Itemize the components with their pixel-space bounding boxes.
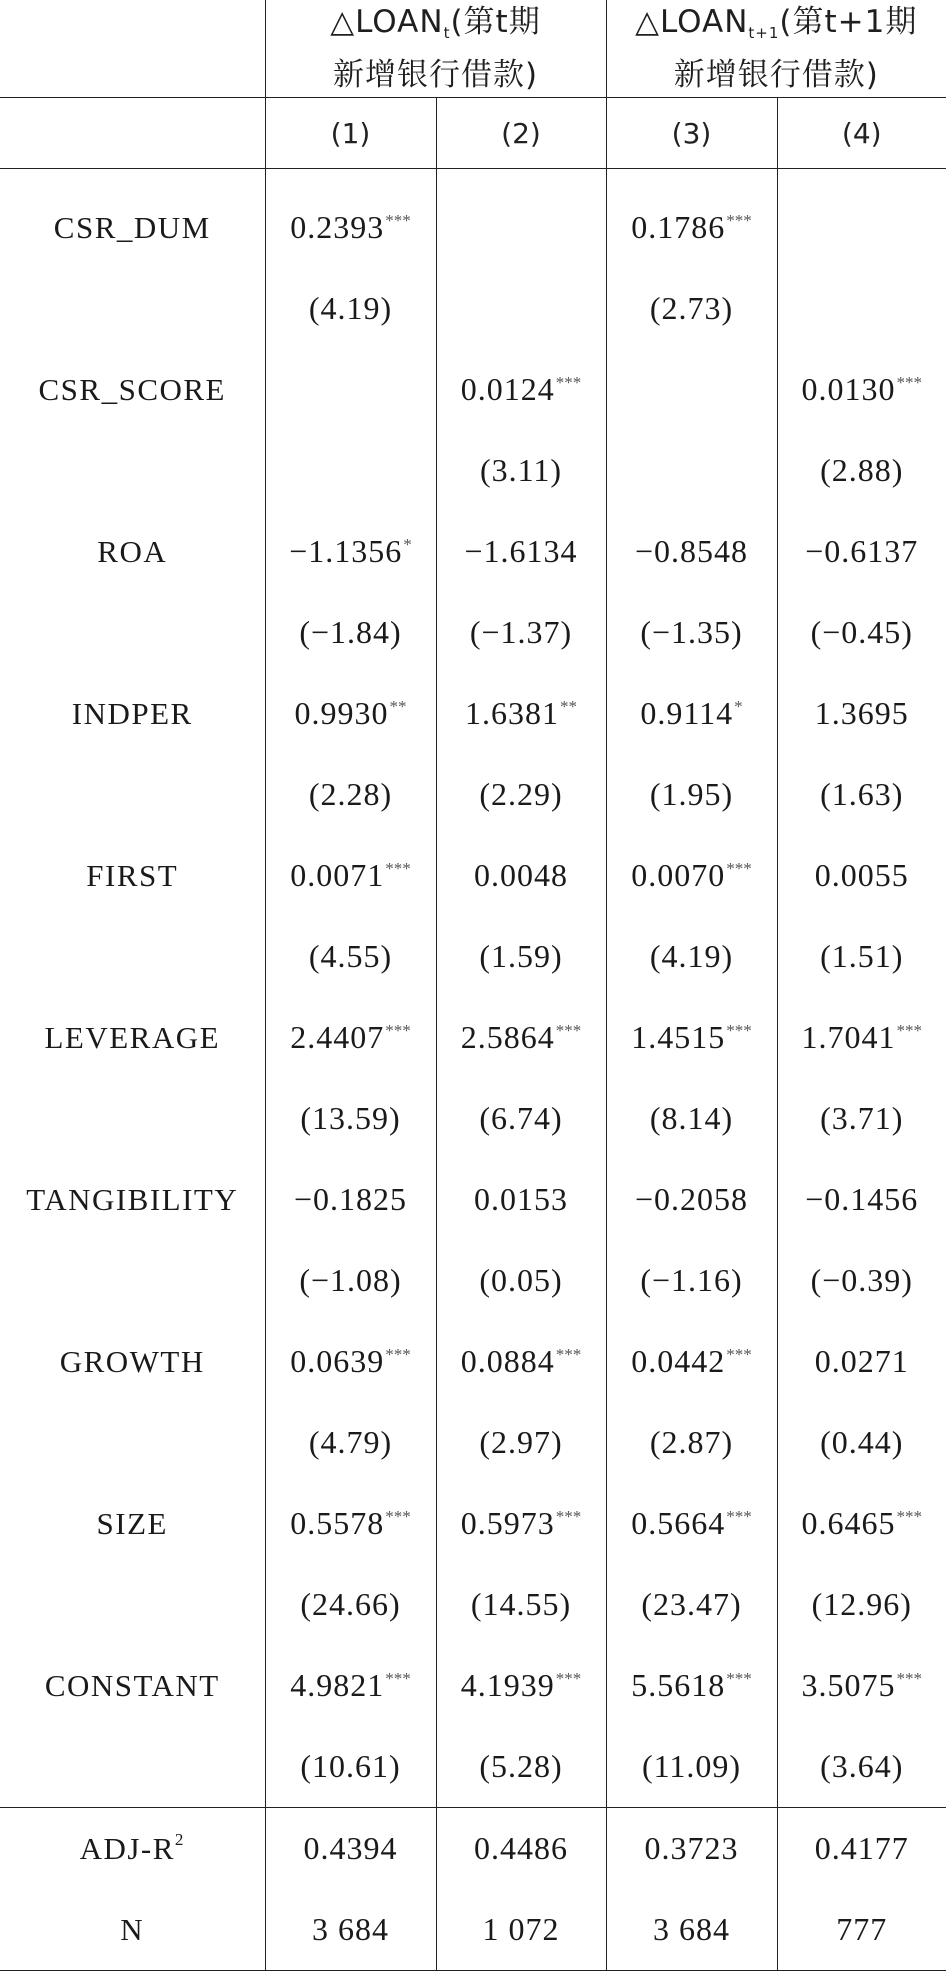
coefficient-value: 5.5618 <box>631 1667 726 1703</box>
variable-name: FIRST <box>86 857 179 893</box>
group2-prefix: △LOAN <box>635 4 749 40</box>
coefficient-value: 0.0153 <box>474 1181 568 1217</box>
coefficient-value: 0.1786 <box>631 209 726 245</box>
group1-line2: 新增银行借款) <box>332 57 539 93</box>
significance-stars: *** <box>726 1021 752 1040</box>
t-statistic-cell: (14.55) <box>436 1564 606 1645</box>
coefficient-value: 0.0442 <box>631 1343 726 1379</box>
coefficient-value: 0.0884 <box>460 1343 555 1379</box>
table-row <box>0 430 946 511</box>
table-row <box>0 349 946 430</box>
significance-stars: *** <box>726 1507 752 1526</box>
coefficient-cell <box>265 1159 436 1240</box>
significance-stars: *** <box>385 1345 411 1364</box>
significance-stars: *** <box>385 859 411 878</box>
table-row <box>0 268 946 349</box>
tstat-row-label <box>0 1726 265 1808</box>
t-statistic-cell: (4.19) <box>606 916 777 997</box>
significance-stars: *** <box>385 1669 411 1688</box>
coefficient-value: 0.0055 <box>814 857 909 893</box>
table-row <box>0 1726 946 1808</box>
variable-name: SIZE <box>96 1505 168 1541</box>
significance-stars: *** <box>726 859 752 878</box>
coefficient-cell <box>265 187 436 268</box>
t-statistic-cell <box>265 430 436 511</box>
coefficient-cell <box>606 1483 777 1564</box>
column-number-4: (4) <box>777 98 946 169</box>
coefficient-cell <box>606 349 777 430</box>
coefficient-value: −0.2058 <box>634 1181 749 1217</box>
coefficient-cell <box>606 1159 777 1240</box>
t-statistic-cell: (1.59) <box>436 916 606 997</box>
column-number-2: (2) <box>436 98 606 169</box>
coefficient-cell <box>265 1321 436 1402</box>
coefficient-value: 4.9821 <box>290 1667 385 1703</box>
coefficient-cell <box>436 1159 606 1240</box>
table-row <box>0 592 946 673</box>
t-statistic-cell: (0.05) <box>436 1240 606 1321</box>
t-statistic-cell: (−0.39) <box>777 1240 946 1321</box>
significance-stars: * <box>403 535 412 554</box>
significance-stars: *** <box>726 1669 752 1688</box>
coefficient-value: −0.8548 <box>634 533 749 569</box>
coefficient-value: 0.0124 <box>460 371 555 407</box>
t-statistic-cell: (2.97) <box>436 1402 606 1483</box>
significance-stars: *** <box>555 1345 582 1364</box>
group1-subscript: t <box>443 24 451 42</box>
variable-name: INDPER <box>71 695 193 731</box>
statistic-value: 0.4394 <box>265 1808 436 1890</box>
coefficient-cell <box>265 673 436 754</box>
coefficient-cell <box>265 1483 436 1564</box>
group-header-loan-t1 <box>606 0 946 98</box>
group1-prefix: △LOAN <box>330 4 444 40</box>
statistic-label: N <box>120 1911 145 1947</box>
t-statistic-cell: (−1.08) <box>265 1240 436 1321</box>
table-row <box>0 1321 946 1402</box>
variable-name: CONSTANT <box>44 1667 220 1703</box>
coefficient-cell <box>436 835 606 916</box>
statistic-name <box>0 1808 265 1890</box>
significance-stars: *** <box>385 1507 411 1526</box>
coefficient-value: 3.5075 <box>801 1667 896 1703</box>
variable-name: GROWTH <box>59 1343 205 1379</box>
coefficient-cell <box>606 1321 777 1402</box>
coefficient-value: 0.5664 <box>631 1505 726 1541</box>
coefficient-cell <box>436 1483 606 1564</box>
coefficient-value: 1.3695 <box>814 695 909 731</box>
group-header-loan-t <box>265 0 606 98</box>
significance-stars: *** <box>555 373 582 392</box>
group2-suffix: (第t+1期 <box>779 4 918 40</box>
tstat-row-label <box>0 754 265 835</box>
table-row <box>0 997 946 1078</box>
coefficient-cell <box>606 997 777 1078</box>
statistic-value: 1 072 <box>436 1889 606 1971</box>
t-statistic-cell: (8.14) <box>606 1078 777 1159</box>
coefficient-value: 0.5578 <box>290 1505 385 1541</box>
group2-line2: 新增银行借款) <box>673 57 879 93</box>
statistic-value: 0.4177 <box>777 1808 946 1890</box>
table-row <box>0 1889 946 1971</box>
coefficient-cell <box>265 349 436 430</box>
t-statistic-cell: (10.61) <box>265 1726 436 1808</box>
table-row <box>0 1483 946 1564</box>
coefficient-value: 4.1939 <box>460 1667 555 1703</box>
t-statistic-cell: (4.79) <box>265 1402 436 1483</box>
t-statistic-cell: (3.64) <box>777 1726 946 1808</box>
t-statistic-cell <box>777 268 946 349</box>
group2-subscript: t+1 <box>748 24 780 42</box>
coefficient-cell <box>777 835 946 916</box>
t-statistic-cell: (2.88) <box>777 430 946 511</box>
table-body <box>0 169 946 1808</box>
group1-suffix: (第t期 <box>450 4 541 40</box>
t-statistic-cell: (6.74) <box>436 1078 606 1159</box>
coefficient-value: 0.0070 <box>631 857 726 893</box>
coefficient-value: 0.6465 <box>801 1505 896 1541</box>
coefficient-value: 0.0639 <box>290 1343 385 1379</box>
table-row <box>0 1808 946 1890</box>
coefficient-cell <box>606 1645 777 1726</box>
coefficient-value: −1.6134 <box>464 533 578 569</box>
coefficient-value: 2.4407 <box>290 1019 385 1055</box>
coefficient-cell <box>777 1159 946 1240</box>
table-row <box>0 1564 946 1645</box>
t-statistic-cell: (12.96) <box>777 1564 946 1645</box>
table-row <box>0 754 946 835</box>
coefficient-cell <box>265 511 436 592</box>
tstat-row-label <box>0 1078 265 1159</box>
table-row <box>0 511 946 592</box>
statistic-value: 3 684 <box>606 1889 777 1971</box>
t-statistic-cell: (3.11) <box>436 430 606 511</box>
coefficient-value: 0.0130 <box>801 371 896 407</box>
significance-stars: *** <box>385 211 411 230</box>
table-row <box>0 1240 946 1321</box>
t-statistic-cell: (2.28) <box>265 754 436 835</box>
coefficient-cell <box>777 1483 946 1564</box>
coefficient-value: 0.0271 <box>814 1343 909 1379</box>
tstat-row-label <box>0 268 265 349</box>
coefficient-cell <box>606 835 777 916</box>
significance-stars: *** <box>896 1507 922 1526</box>
coefficient-cell <box>777 673 946 754</box>
statistic-superscript: 2 <box>174 1830 185 1849</box>
coefficient-cell <box>436 1321 606 1402</box>
t-statistic-cell <box>436 268 606 349</box>
coefficient-cell <box>436 673 606 754</box>
variable-name: TANGIBILITY <box>26 1181 239 1217</box>
coefficient-cell <box>436 187 606 268</box>
coefficient-cell <box>606 187 777 268</box>
significance-stars: *** <box>896 373 922 392</box>
t-statistic-cell <box>606 430 777 511</box>
coefficient-value: 0.9114 <box>640 695 734 731</box>
coefficient-value: 1.4515 <box>631 1019 726 1055</box>
t-statistic-cell: (−1.16) <box>606 1240 777 1321</box>
coefficient-value: −1.1356 <box>289 533 403 569</box>
t-statistic-cell: (24.66) <box>265 1564 436 1645</box>
table-stats <box>0 1808 946 1971</box>
coefficient-value: 0.0048 <box>474 857 568 893</box>
coefficient-cell <box>265 1645 436 1726</box>
significance-stars: *** <box>896 1669 922 1688</box>
column-number-3: (3) <box>606 98 777 169</box>
t-statistic-cell: (5.28) <box>436 1726 606 1808</box>
significance-stars: *** <box>726 211 752 230</box>
significance-stars: *** <box>555 1021 582 1040</box>
variable-name: ROA <box>97 533 168 569</box>
t-statistic-cell: (13.59) <box>265 1078 436 1159</box>
column-number-1: (1) <box>265 98 436 169</box>
table-row <box>0 916 946 997</box>
coefficient-cell <box>777 511 946 592</box>
significance-stars: *** <box>896 1021 922 1040</box>
t-statistic-cell: (2.29) <box>436 754 606 835</box>
table-row <box>0 1402 946 1483</box>
tstat-row-label <box>0 1240 265 1321</box>
variable-name: CSR_SCORE <box>38 371 226 407</box>
t-statistic-cell: (4.55) <box>265 916 436 997</box>
coefficient-cell <box>436 511 606 592</box>
t-statistic-cell: (0.44) <box>777 1402 946 1483</box>
table-row <box>0 187 946 268</box>
table-row <box>0 1645 946 1726</box>
coefficient-cell <box>265 835 436 916</box>
coefficient-value: 0.0071 <box>290 857 385 893</box>
tstat-row-label <box>0 1564 265 1645</box>
t-statistic-cell: (1.95) <box>606 754 777 835</box>
coefficient-cell <box>606 673 777 754</box>
table-row <box>0 835 946 916</box>
t-statistic-cell: (−0.45) <box>777 592 946 673</box>
statistic-value: 0.3723 <box>606 1808 777 1890</box>
coefficient-value: 0.9930 <box>294 695 389 731</box>
t-statistic-cell: (2.73) <box>606 268 777 349</box>
significance-stars: *** <box>385 1021 411 1040</box>
t-statistic-cell: (1.63) <box>777 754 946 835</box>
statistic-name <box>0 1889 265 1971</box>
statistic-value: 777 <box>777 1889 946 1971</box>
coefficient-cell <box>265 997 436 1078</box>
table-row <box>0 1078 946 1159</box>
variable-name: LEVERAGE <box>44 1019 221 1055</box>
coefficient-value: −0.1825 <box>293 1181 408 1217</box>
significance-stars: *** <box>555 1507 582 1526</box>
significance-stars: *** <box>555 1669 582 1688</box>
t-statistic-cell: (4.19) <box>265 268 436 349</box>
t-statistic-cell: (2.87) <box>606 1402 777 1483</box>
table-row <box>0 1159 946 1240</box>
tstat-row-label <box>0 1402 265 1483</box>
tstat-row-label <box>0 592 265 673</box>
table-row <box>0 673 946 754</box>
significance-stars: *** <box>726 1345 752 1364</box>
coefficient-value: 0.5973 <box>460 1505 555 1541</box>
t-statistic-cell: (1.51) <box>777 916 946 997</box>
coefficient-cell <box>606 511 777 592</box>
t-statistic-cell: (23.47) <box>606 1564 777 1645</box>
t-statistic-cell: (−1.35) <box>606 592 777 673</box>
significance-stars: ** <box>389 697 407 716</box>
t-statistic-cell: (3.71) <box>777 1078 946 1159</box>
coefficient-cell <box>436 349 606 430</box>
coefficient-cell <box>436 1645 606 1726</box>
statistic-value: 0.4486 <box>436 1808 606 1890</box>
t-statistic-cell: (11.09) <box>606 1726 777 1808</box>
coefficient-cell <box>777 349 946 430</box>
coefficient-cell <box>777 1321 946 1402</box>
header-blank-cell <box>0 0 265 98</box>
coefficient-cell <box>436 997 606 1078</box>
significance-stars: ** <box>560 697 577 716</box>
statistic-value: 3 684 <box>265 1889 436 1971</box>
coefficient-value: −0.1456 <box>805 1181 919 1217</box>
coefficient-value: −0.6137 <box>805 533 919 569</box>
coefficient-cell <box>777 1645 946 1726</box>
coefficient-cell <box>777 997 946 1078</box>
statistic-label: ADJ-R <box>79 1831 175 1866</box>
coefficient-value: 1.7041 <box>801 1019 896 1055</box>
t-statistic-cell: (−1.37) <box>436 592 606 673</box>
t-statistic-cell: (−1.84) <box>265 592 436 673</box>
tstat-row-label <box>0 916 265 997</box>
coefficient-value: 1.6381 <box>465 695 559 731</box>
tstat-row-label <box>0 430 265 511</box>
variable-name: CSR_DUM <box>53 209 211 245</box>
significance-stars: * <box>734 697 743 716</box>
coefficient-cell <box>777 187 946 268</box>
coefficient-value: 0.2393 <box>290 209 385 245</box>
coefficient-value: 2.5864 <box>460 1019 555 1055</box>
header-blank-cell-2 <box>0 98 265 169</box>
